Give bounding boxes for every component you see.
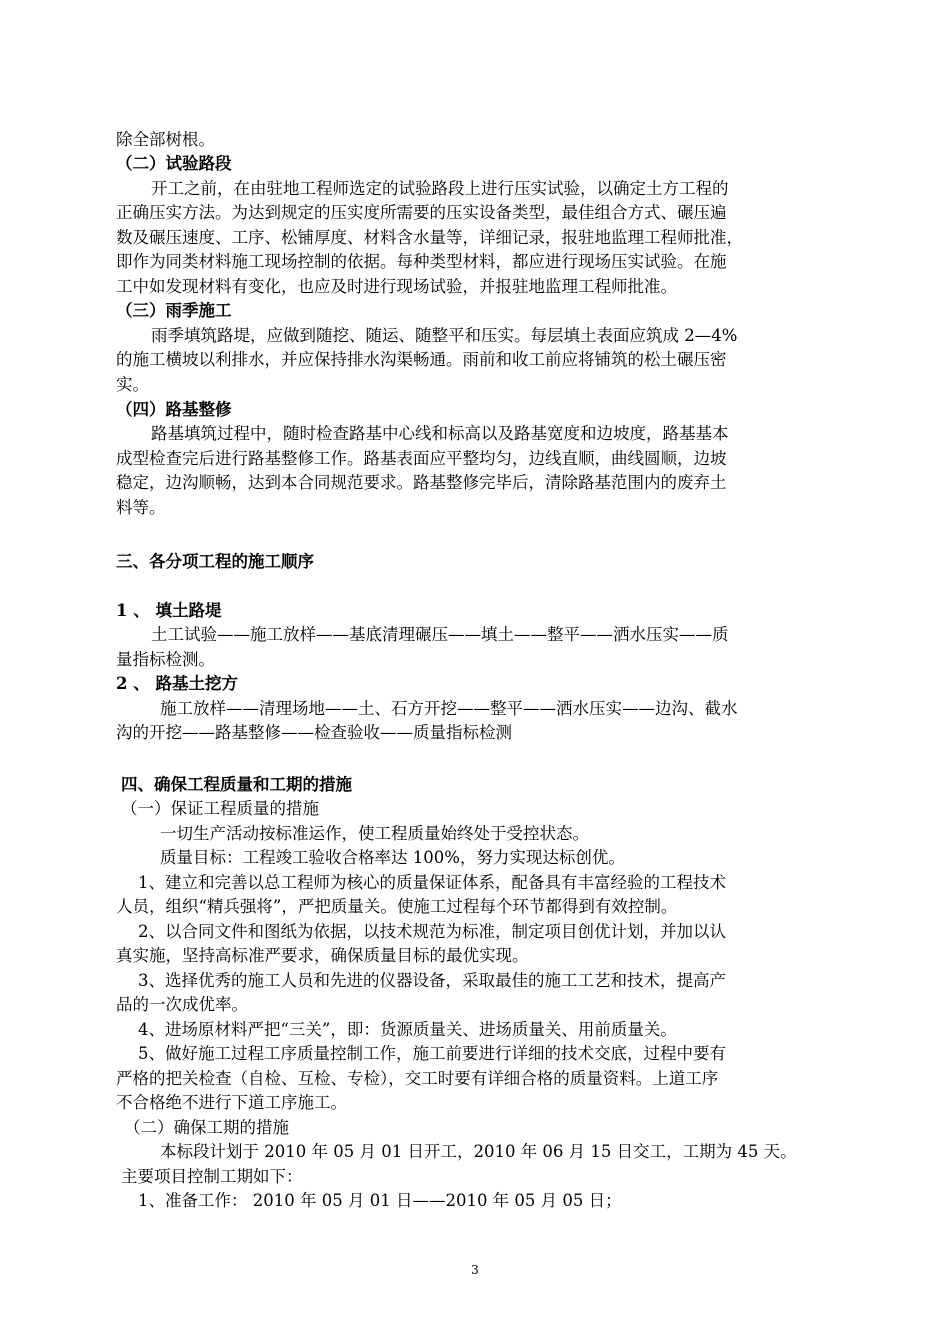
paragraph-line: 雨季填筑路堤，应做到随挖、随运、随整平和压实。每层填土表面应筑成 2—4% — [151, 326, 738, 345]
paragraph-line: 工中如发现材料有变化，也应及时进行现场试验，并报驻地监理工程师批准。 — [116, 277, 677, 296]
paragraph-line: 稳定，边沟顺畅，达到本合同规范要求。路基整修完毕后，清除路基范围内的废弃土 — [116, 473, 727, 492]
paragraph-line: 质量目标：工程竣工验收合格率达 100%，努力实现达标创优。 — [160, 848, 625, 867]
chapter-heading: 三、各分项工程的施工顺序 — [116, 552, 314, 571]
section-heading: （四）路基整修 — [116, 400, 232, 419]
paragraph-line: 不合格绝不进行下道工序施工。 — [116, 1093, 347, 1112]
paragraph-line: 严格的把关检查（自检、互检、专检），交工时要有详细合格的质量资料。上道工序 — [116, 1069, 719, 1088]
paragraph-line: 3、选择优秀的施工人员和先进的仪器设备，采取最佳的施工工艺和技术，提高产 — [138, 971, 726, 990]
paragraph-line: 2、以合同文件和图纸为依据，以技术规范为标准，制定项目创优计划，并加以认 — [138, 922, 726, 941]
paragraph-line: 本标段计划于 2010 年 05 月 01 日开工，2010 年 06 月 15 日交工，工期为 45 天。 — [160, 1142, 797, 1161]
subsection-heading: （一）保证工程质量的措施 — [121, 799, 319, 818]
paragraph-line: 的施工横坡以利排水，并应保持排水沟渠畅通。雨前和收工前应将铺筑的松土碾压密 — [116, 350, 727, 369]
paragraph-line: 品的一次成优率。 — [116, 995, 248, 1014]
item-heading: 1 、 填土路堤 — [116, 601, 222, 620]
paragraph-line: 路基填筑过程中，随时检查路基中心线和标高以及路基宽度和边坡度，路基基本 — [151, 424, 729, 443]
paragraph-line: 施工放样——清理场地——土、石方开挖——整平——洒水压实——边沟、截水 — [160, 699, 738, 718]
paragraph-line: 1、建立和完善以总工程师为核心的质量保证体系，配备具有丰富经验的工程技术 — [138, 873, 726, 892]
paragraph-line: 5、做好施工过程工序质量控制工作，施工前要进行详细的技术交底，过程中要有 — [138, 1044, 726, 1063]
paragraph-line: 即作为同类材料施工现场控制的依据。每种类型材料，都应进行现场压实试验。在施 — [116, 252, 727, 271]
paragraph-line: 成型检查完后进行路基整修工作。路基表面应平整均匀，边线直顺，曲线圆顺，边坡 — [116, 449, 727, 468]
paragraph-line: 除全部树根。 — [116, 130, 215, 149]
subsection-heading: （二）确保工期的措施 — [124, 1118, 289, 1137]
paragraph-line: 量指标检测。 — [116, 650, 215, 669]
paragraph-line: 开工之前，在由驻地工程师选定的试验路段上进行压实试验，以确定土方工程的 — [151, 179, 729, 198]
item-heading: 2 、 路基土挖方 — [116, 674, 238, 693]
section-heading: （二）试验路段 — [116, 154, 232, 173]
paragraph-line: 主要项目控制工期如下： — [121, 1167, 303, 1186]
paragraph-line: 4、进场原材料严把“三关”，即：货源质量关、进场质量关、用前质量关。 — [138, 1020, 677, 1039]
paragraph-line: 真实施，坚持高标准严要求，确保质量目标的最优实现。 — [116, 946, 529, 965]
paragraph-line: 人员，组织“精兵强将”，严把质量关。使施工过程每个环节都得到有效控制。 — [116, 897, 678, 916]
page-number: 3 — [471, 1263, 479, 1277]
paragraph-line: 1、准备工作： 2010 年 05 月 01 日——2010 年 05 月 05 日； — [138, 1191, 622, 1210]
paragraph-line: 土工试验——施工放样——基底清理碾压——填土——整平——洒水压实——质 — [151, 625, 729, 644]
paragraph-line: 沟的开挖——路基整修——检查验收——质量指标检测 — [116, 723, 512, 742]
paragraph-line: 料等。 — [116, 498, 166, 517]
paragraph-line: 正确压实方法。为达到规定的压实度所需要的压实设备类型，最佳组合方式、碾压遍 — [116, 203, 727, 222]
section-heading: （三）雨季施工 — [116, 301, 232, 320]
chapter-heading: 四、确保工程质量和工期的措施 — [121, 775, 352, 794]
paragraph-line: 数及碾压速度、工序、松铺厚度、材料含水量等，详细记录，报驻地监理工程师批准， — [116, 228, 743, 247]
paragraph-line: 一切生产活动按标准运作，使工程质量始终处于受控状态。 — [160, 824, 589, 843]
paragraph-line: 实。 — [116, 375, 149, 394]
